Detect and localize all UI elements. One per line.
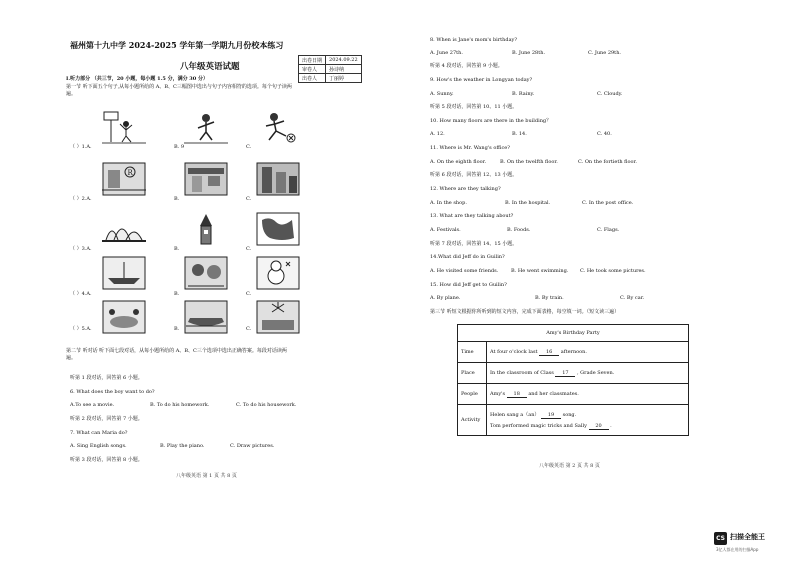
info-table: [298, 55, 362, 83]
dialogue-4-note: 听第 4 段对话，回答第 9 小题。: [430, 63, 503, 69]
row-label-time: Time: [458, 342, 487, 363]
dialogue-6-note: 听第 6 段对话，回答第 12、13 小题。: [430, 172, 518, 178]
q6-option-a: A.To see a movie.: [70, 402, 115, 408]
q9-option-a: A. Sunny.: [430, 91, 454, 97]
q13-option-b: B. Foods.: [507, 227, 531, 233]
option-c-label: C.: [246, 291, 252, 297]
info-value: 2024.09.22: [326, 56, 362, 65]
option-b-label: B.: [174, 326, 180, 332]
q11-option-c: C. On the fortieth floor.: [578, 159, 637, 165]
row-label-activity: Activity: [458, 405, 487, 436]
svg-text:R: R: [127, 169, 133, 177]
family-dinner-image: [102, 300, 146, 334]
option-c-label: C.: [246, 246, 252, 252]
watermark-sub: 3亿人都在用的扫描App: [716, 547, 759, 552]
row-people: Amy's 18 and her classmates.: [487, 384, 689, 405]
question-2-label: （ ）2.A.: [70, 196, 92, 202]
blank-20[interactable]: 20: [589, 423, 609, 430]
q12-option-b: B. In the hospital.: [505, 200, 551, 206]
option-c-label: C.: [246, 144, 252, 150]
row-label-place: Place: [458, 363, 487, 384]
question-12: 12. Where are they talking?: [430, 186, 501, 192]
festival-image: [184, 256, 228, 290]
part1-heading: Ⅰ.听力部分: [66, 76, 91, 82]
table-title: Amy's Birthday Party: [458, 325, 689, 342]
option-b-label: B.: [174, 246, 180, 252]
grade-title: 八年级英语试题: [180, 62, 240, 72]
question-7: 7. What can Maria do?: [70, 430, 128, 436]
row-activity: Helen sang a（an） 19 song. Tom performed magic tricks and Sally 20 .: [487, 405, 689, 436]
dragon-boat-image: [184, 300, 228, 334]
option-c-label: C.: [246, 196, 252, 202]
question-1-label: （ ）1.A.: [70, 144, 92, 150]
school-title: 福州第十九中学 2024-2025 学年第一学期九月份校本练习: [70, 40, 284, 50]
q8-option-a: A. June 27th.: [430, 50, 463, 56]
building-scene-image: [256, 162, 300, 196]
question-8: 8. When is Jane's mom's birthday?: [430, 37, 518, 43]
q7-option-a: A. Sing English songs.: [70, 443, 127, 449]
q12-option-a: A. In the shop.: [430, 200, 467, 206]
camscanner-logo-icon: CS: [714, 532, 727, 545]
dialogue-5-note: 听第 5 段对话，回答第 10、11 小题。: [430, 104, 518, 110]
q6-option-b: B. To do his homework.: [150, 402, 210, 408]
q11-option-b: B. On the twelfth floor.: [500, 159, 558, 165]
q9-option-b: B. Rainy.: [512, 91, 535, 97]
dialogue-3-note: 听第 3 段对话，回答第 8 小题。: [70, 457, 143, 463]
map-image: [256, 212, 300, 246]
q10-option-a: A. 12.: [430, 131, 445, 137]
question-10: 10. How many floors are there in the building？: [430, 118, 552, 124]
question-11: 11. Where is Mr. Wang's office?: [430, 145, 510, 151]
info-label: 出卷日期: [299, 56, 326, 65]
q10-option-b: B. 14.: [512, 131, 527, 137]
basketball-image: [102, 110, 146, 144]
q9-option-c: C. Cloudy.: [597, 91, 623, 97]
fireworks-image: [256, 300, 300, 334]
soccer-player-image: [256, 110, 300, 144]
q8-option-c: C. June 29th.: [588, 50, 622, 56]
running-boy-image: [184, 110, 228, 144]
q12-option-c: C. In the post office.: [582, 200, 634, 206]
watermark-name: 扫描全能王: [730, 533, 765, 541]
page-footer: 八年级英语 第 1 页 共 8 页: [176, 473, 237, 479]
snow-scene-image: [256, 256, 300, 290]
row-time: At four o'clock last 16 afternoon.: [487, 342, 689, 363]
section3-instructions: 第三节 听短文根据你所听到的短文内容，完成下面表格，每空填一词。（短文读三遍）: [430, 309, 620, 315]
option-c-label: C.: [246, 326, 252, 332]
q15-option-a: A. By plane.: [430, 295, 461, 301]
page-footer: 八年级英语 第 2 页 共 8 页: [539, 463, 600, 469]
dialogue-2-note: 听第 2 段对话，回答第 7 小题。: [70, 416, 143, 422]
info-value: 孙诗纳: [326, 65, 362, 74]
q13-option-a: A. Festivals.: [430, 227, 461, 233]
question-13: 13. What are they talking about?: [430, 213, 514, 219]
row-place: In the classroom of Class 17 , Grade Seven.: [487, 363, 689, 384]
right-page: [397, 0, 794, 561]
row-label-people: People: [458, 384, 487, 405]
q14-option-a: A. He visited some friends.: [430, 268, 499, 274]
q14-option-c: C. He took some pictures.: [580, 268, 646, 274]
info-value: 丁丽婷: [326, 74, 362, 83]
blank-19[interactable]: 19: [541, 412, 561, 419]
blank-16[interactable]: 16: [539, 349, 559, 356]
blank-17[interactable]: 17: [555, 370, 575, 377]
section2-instructions: 第二节 听对话 听下面七段对话，从每小题所给的 A、B、C三个选项中选出正确答案。每段对话读两遍。: [66, 348, 287, 361]
option-b-label: B.: [174, 196, 180, 202]
fishing-boat-image: [102, 256, 146, 290]
q15-option-b: B. By train.: [535, 295, 564, 301]
q11-option-a: A. On the eighth floor.: [430, 159, 487, 165]
info-label: 审卷人: [299, 65, 326, 74]
shop-scene-image: [184, 162, 228, 196]
section1-instructions: 第一节 听下面五个句子,从每小题所给的 A、B、C三幅图中选出与句子内容相符的选项。每个句子读两遍。: [66, 84, 292, 97]
question-5-label: （ ）5.A.: [70, 326, 92, 332]
dialogue-7-note: 听第 7 段对话，回答第 14、15 小题。: [430, 241, 518, 247]
q6-option-c: C. To do his housework.: [236, 402, 297, 408]
question-15: 15. How did Jeff get to Guilin?: [430, 282, 507, 288]
q15-option-c: C. By car.: [620, 295, 645, 301]
question-6: 6. What does the boy want to do?: [70, 389, 155, 395]
q8-option-b: B. June 28th.: [512, 50, 546, 56]
q10-option-c: C. 40.: [597, 131, 612, 137]
question-3-label: （ ）3.A.: [70, 246, 92, 252]
q7-option-b: B. Play the piano.: [160, 443, 205, 449]
question-14: 14.What did Jeff do in Guilin?: [430, 254, 505, 260]
option-b-label: B. 9: [174, 144, 185, 150]
question-9: 9. How's the weather in Longyan today?: [430, 77, 533, 83]
opera-house-image: [102, 212, 146, 246]
q7-option-c: C. Draw pictures.: [230, 443, 275, 449]
question-4-label: （ ）4.A.: [70, 291, 92, 297]
blank-18[interactable]: 18: [507, 391, 527, 398]
dialogue-1-note: 听第 1 段对话，回答第 6 小题。: [70, 375, 143, 381]
q13-option-c: C. Flags.: [597, 227, 620, 233]
tower-image: [184, 212, 228, 246]
q14-option-b: B. He went swimming.: [511, 268, 569, 274]
birthday-party-table: [457, 324, 689, 436]
street-scene-image: [102, 162, 146, 196]
info-label: 出卷人: [299, 74, 326, 83]
option-b-label: B.: [174, 291, 180, 297]
part1-score: （共三节，20 小题，每小题 1.5 分，满分 30 分）: [91, 76, 209, 82]
